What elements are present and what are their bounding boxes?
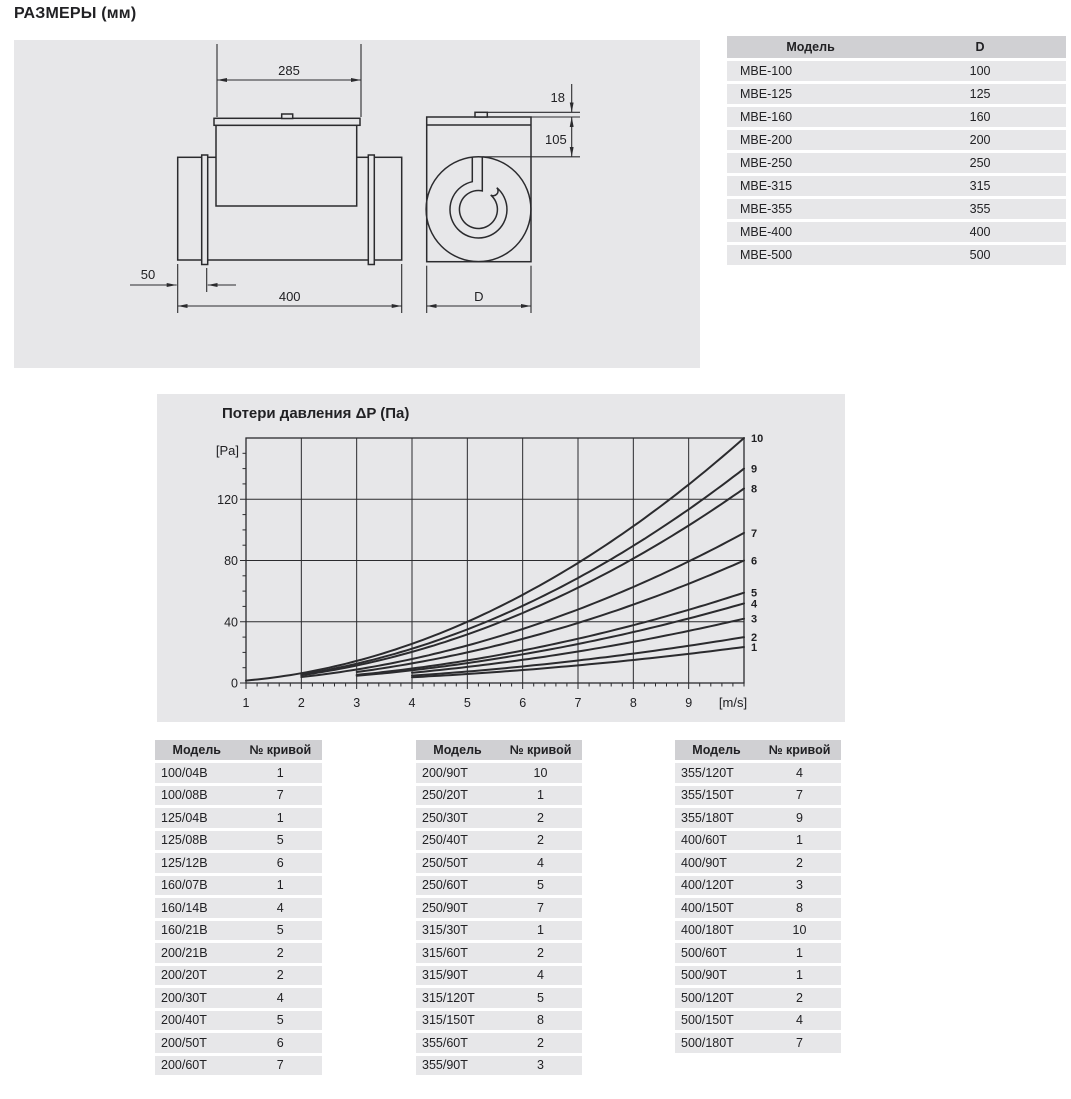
x-tick-label: 7 — [574, 696, 582, 710]
header-row — [675, 740, 841, 760]
model-cell: МВЕ-315 — [727, 176, 894, 196]
value-cell: 4 — [758, 1011, 841, 1031]
value-cell: 7 — [239, 1056, 323, 1076]
table-row — [727, 130, 1066, 150]
curve-table-3 — [675, 737, 841, 1056]
value-cell: 2 — [499, 943, 582, 963]
dim-lid-height: 18 — [550, 90, 565, 105]
pressure-chart-svg — [157, 394, 845, 722]
header-row — [155, 740, 322, 760]
table-row — [416, 966, 582, 986]
table-row — [675, 943, 841, 963]
table-row — [727, 245, 1066, 265]
model-cell: 160/14В — [155, 898, 239, 918]
table-row — [416, 1033, 582, 1053]
table-row — [155, 808, 322, 828]
y-tick-label: 40 — [224, 615, 238, 630]
page-title: РАЗМЕРЫ (мм) — [14, 5, 137, 22]
value-cell: 1 — [499, 786, 582, 806]
model-cell: 500/120Т — [675, 988, 758, 1008]
dimensions-drawing-panel — [14, 40, 700, 368]
model-cell: 200/50Т — [155, 1033, 239, 1053]
value-cell: 2 — [499, 831, 582, 851]
column-header: № кривой — [239, 740, 323, 760]
table-row — [727, 61, 1066, 81]
model-cell: 200/20Т — [155, 966, 239, 986]
model-cell: 125/12В — [155, 853, 239, 873]
curve-label-7: 7 — [751, 527, 758, 540]
value-cell: 3 — [758, 876, 841, 896]
x-tick-label: 5 — [463, 696, 471, 710]
table-row — [155, 898, 322, 918]
table-row — [155, 1011, 322, 1031]
curve-table-1 — [155, 737, 322, 1078]
value-cell: 2 — [499, 1033, 582, 1053]
column-header: Модель — [155, 740, 239, 760]
x-tick-label: 8 — [629, 696, 637, 710]
model-cell: МВЕ-250 — [727, 153, 894, 173]
pressure-loss-panel — [157, 394, 845, 722]
model-diameter-table — [727, 33, 1066, 268]
x-axis — [243, 683, 748, 710]
value-cell: 5 — [239, 831, 323, 851]
value-cell: 5 — [499, 988, 582, 1008]
y-axis — [216, 443, 246, 691]
table-row — [675, 988, 841, 1008]
value-cell: 10 — [758, 921, 841, 941]
table-row — [416, 831, 582, 851]
model-cell: 400/90Т — [675, 853, 758, 873]
table-row — [416, 988, 582, 1008]
model-cell: 400/60Т — [675, 831, 758, 851]
table-row — [675, 966, 841, 986]
model-cell: 250/30Т — [416, 808, 499, 828]
curve-label-9: 9 — [751, 463, 758, 476]
model-cell: 250/90Т — [416, 898, 499, 918]
front-view — [426, 112, 531, 261]
value-cell: 100 — [894, 61, 1066, 81]
table-row — [155, 876, 322, 896]
table-row — [155, 966, 322, 986]
front-view-dimensions — [427, 84, 580, 313]
model-cell: 200/60Т — [155, 1056, 239, 1076]
table-row — [155, 943, 322, 963]
model-cell: 250/20Т — [416, 786, 499, 806]
model-cell: 400/120Т — [675, 876, 758, 896]
heating-element — [450, 157, 507, 238]
value-cell: 200 — [894, 130, 1066, 150]
model-cell: 250/40Т — [416, 831, 499, 851]
table-row — [416, 943, 582, 963]
model-cell: 315/150Т — [416, 1011, 499, 1031]
value-cell: 1 — [758, 943, 841, 963]
value-cell: 4 — [499, 853, 582, 873]
y-tick-label: 120 — [217, 492, 238, 507]
value-cell: 2 — [758, 988, 841, 1008]
table-row — [675, 831, 841, 851]
value-cell: 8 — [499, 1011, 582, 1031]
flange-left — [202, 155, 208, 265]
model-cell: 355/120Т — [675, 763, 758, 783]
column-header: D — [894, 36, 1066, 58]
x-axis-unit: [m/s] — [718, 695, 748, 710]
value-cell: 5 — [499, 876, 582, 896]
value-cell: 500 — [894, 245, 1066, 265]
table-row — [675, 921, 841, 941]
data-table — [155, 737, 322, 1078]
duct-heater-drawing — [14, 40, 700, 368]
model-cell: МВЕ-400 — [727, 222, 894, 242]
curve-table-2 — [416, 737, 582, 1078]
curve-label-3: 3 — [751, 613, 758, 626]
duct-opening — [426, 157, 531, 262]
value-cell: 4 — [758, 763, 841, 783]
table-row — [727, 222, 1066, 242]
dim-element-depth: 105 — [544, 132, 567, 147]
table-row — [675, 1033, 841, 1053]
value-cell: 3 — [499, 1056, 582, 1076]
table-row — [675, 898, 841, 918]
side-view — [178, 114, 402, 265]
column-header: № кривой — [499, 740, 582, 760]
column-header: Модель — [675, 740, 758, 760]
table-row — [675, 808, 841, 828]
table-row — [155, 921, 322, 941]
value-cell: 315 — [894, 176, 1066, 196]
model-cell: 250/60Т — [416, 876, 499, 896]
curve-label-8: 8 — [751, 483, 758, 496]
value-cell: 4 — [239, 988, 323, 1008]
model-cell: 160/21В — [155, 921, 239, 941]
value-cell: 1 — [499, 921, 582, 941]
terminal-box-lid — [214, 118, 360, 125]
table-row — [416, 876, 582, 896]
x-tick-label: 6 — [519, 696, 527, 710]
model-cell: 400/180Т — [675, 921, 758, 941]
table-row — [155, 853, 322, 873]
table-row — [155, 763, 322, 783]
table-row — [416, 1011, 582, 1031]
value-cell: 7 — [758, 1033, 841, 1053]
model-cell: 315/120Т — [416, 988, 499, 1008]
table-row — [416, 786, 582, 806]
x-tick-label: 1 — [242, 696, 250, 710]
model-cell: МВЕ-160 — [727, 107, 894, 127]
curve-10 — [246, 438, 744, 681]
model-cell: 315/30Т — [416, 921, 499, 941]
value-cell: 7 — [239, 786, 323, 806]
value-cell: 6 — [239, 853, 323, 873]
model-cell: 500/60Т — [675, 943, 758, 963]
x-tick-label: 9 — [685, 696, 693, 710]
table-row — [727, 199, 1066, 219]
model-cell: 125/04В — [155, 808, 239, 828]
curve-label-4: 4 — [751, 598, 758, 611]
model-cell: 100/04В — [155, 763, 239, 783]
model-cell: 500/150Т — [675, 1011, 758, 1031]
flange-right — [368, 155, 374, 265]
table-row — [727, 176, 1066, 196]
lid-handle — [282, 114, 293, 119]
value-cell: 2 — [239, 943, 323, 963]
value-cell: 400 — [894, 222, 1066, 242]
dim-total-length: 400 — [278, 289, 301, 304]
model-cell: 200/21В — [155, 943, 239, 963]
value-cell: 1 — [239, 876, 323, 896]
data-table — [727, 33, 1066, 268]
value-cell: 355 — [894, 199, 1066, 219]
data-table — [416, 737, 582, 1078]
model-cell: 355/150Т — [675, 786, 758, 806]
value-cell: 9 — [758, 808, 841, 828]
header-row — [416, 740, 582, 760]
model-cell: 200/30Т — [155, 988, 239, 1008]
value-cell: 2 — [499, 808, 582, 828]
model-cell: 200/40Т — [155, 1011, 239, 1031]
y-axis-unit: [Pa] — [215, 443, 239, 458]
model-cell: МВЕ-200 — [727, 130, 894, 150]
header-row — [727, 36, 1066, 58]
table-row — [416, 898, 582, 918]
table-row — [416, 808, 582, 828]
value-cell: 2 — [239, 966, 323, 986]
table-row — [155, 786, 322, 806]
table-row — [155, 1056, 322, 1076]
model-cell: 355/180Т — [675, 808, 758, 828]
terminal-box — [216, 125, 357, 206]
table-row — [675, 786, 841, 806]
curve-label-10: 10 — [751, 433, 764, 445]
value-cell: 8 — [758, 898, 841, 918]
table-row — [727, 84, 1066, 104]
value-cell: 1 — [239, 808, 323, 828]
value-cell: 1 — [239, 763, 323, 783]
dim-diameter: D — [474, 289, 484, 304]
value-cell: 125 — [894, 84, 1066, 104]
model-cell: 355/90Т — [416, 1056, 499, 1076]
curve-label-2: 2 — [751, 632, 758, 645]
table-row — [416, 763, 582, 783]
dim-box-width: 285 — [278, 63, 300, 78]
table-row — [155, 988, 322, 1008]
chart-title: Потери давления ΔP (Па) — [222, 405, 410, 422]
model-cell: МВЕ-500 — [727, 245, 894, 265]
value-cell: 5 — [239, 921, 323, 941]
curves — [246, 433, 763, 681]
value-cell: 10 — [499, 763, 582, 783]
x-tick-label: 3 — [353, 696, 361, 710]
model-cell: МВЕ-125 — [727, 84, 894, 104]
model-cell: 250/50Т — [416, 853, 499, 873]
y-tick-label: 0 — [231, 676, 238, 691]
value-cell: 7 — [499, 898, 582, 918]
model-cell: 160/07В — [155, 876, 239, 896]
y-tick-label: 80 — [224, 554, 238, 568]
value-cell: 1 — [758, 966, 841, 986]
table-row — [416, 1056, 582, 1076]
curve-label-6: 6 — [751, 555, 758, 568]
value-cell: 250 — [894, 153, 1066, 173]
model-cell: 355/60Т — [416, 1033, 499, 1053]
table-row — [675, 853, 841, 873]
table-row — [155, 831, 322, 851]
value-cell: 1 — [758, 831, 841, 851]
lid-handle-front — [475, 112, 487, 117]
column-header: № кривой — [758, 740, 841, 760]
table-row — [416, 921, 582, 941]
curve-label-1: 1 — [751, 642, 758, 654]
model-cell: 500/90Т — [675, 966, 758, 986]
x-tick-label: 4 — [408, 696, 416, 710]
curve-4 — [357, 603, 744, 675]
model-cell: 315/60Т — [416, 943, 499, 963]
curve-label-5: 5 — [751, 587, 758, 600]
x-tick-label: 2 — [297, 696, 305, 710]
value-cell: 5 — [239, 1011, 323, 1031]
model-cell: 125/08В — [155, 831, 239, 851]
data-table — [675, 737, 841, 1056]
dim-flange-offset: 50 — [140, 267, 156, 282]
column-header: Модель — [727, 36, 894, 58]
model-cell: 100/08В — [155, 786, 239, 806]
casing-front — [427, 117, 531, 262]
value-cell: 160 — [894, 107, 1066, 127]
table-row — [675, 876, 841, 896]
value-cell: 6 — [239, 1033, 323, 1053]
value-cell: 7 — [758, 786, 841, 806]
value-cell: 4 — [499, 966, 582, 986]
model-cell: 400/150Т — [675, 898, 758, 918]
model-cell: МВЕ-100 — [727, 61, 894, 81]
value-cell: 4 — [239, 898, 323, 918]
model-cell: 315/90Т — [416, 966, 499, 986]
table-row — [727, 107, 1066, 127]
model-cell: 200/90Т — [416, 763, 499, 783]
column-header: Модель — [416, 740, 499, 760]
table-row — [727, 153, 1066, 173]
table-row — [155, 1033, 322, 1053]
model-cell: МВЕ-355 — [727, 199, 894, 219]
value-cell: 2 — [758, 853, 841, 873]
table-row — [416, 853, 582, 873]
table-row — [675, 763, 841, 783]
table-row — [675, 1011, 841, 1031]
model-cell: 500/180Т — [675, 1033, 758, 1053]
